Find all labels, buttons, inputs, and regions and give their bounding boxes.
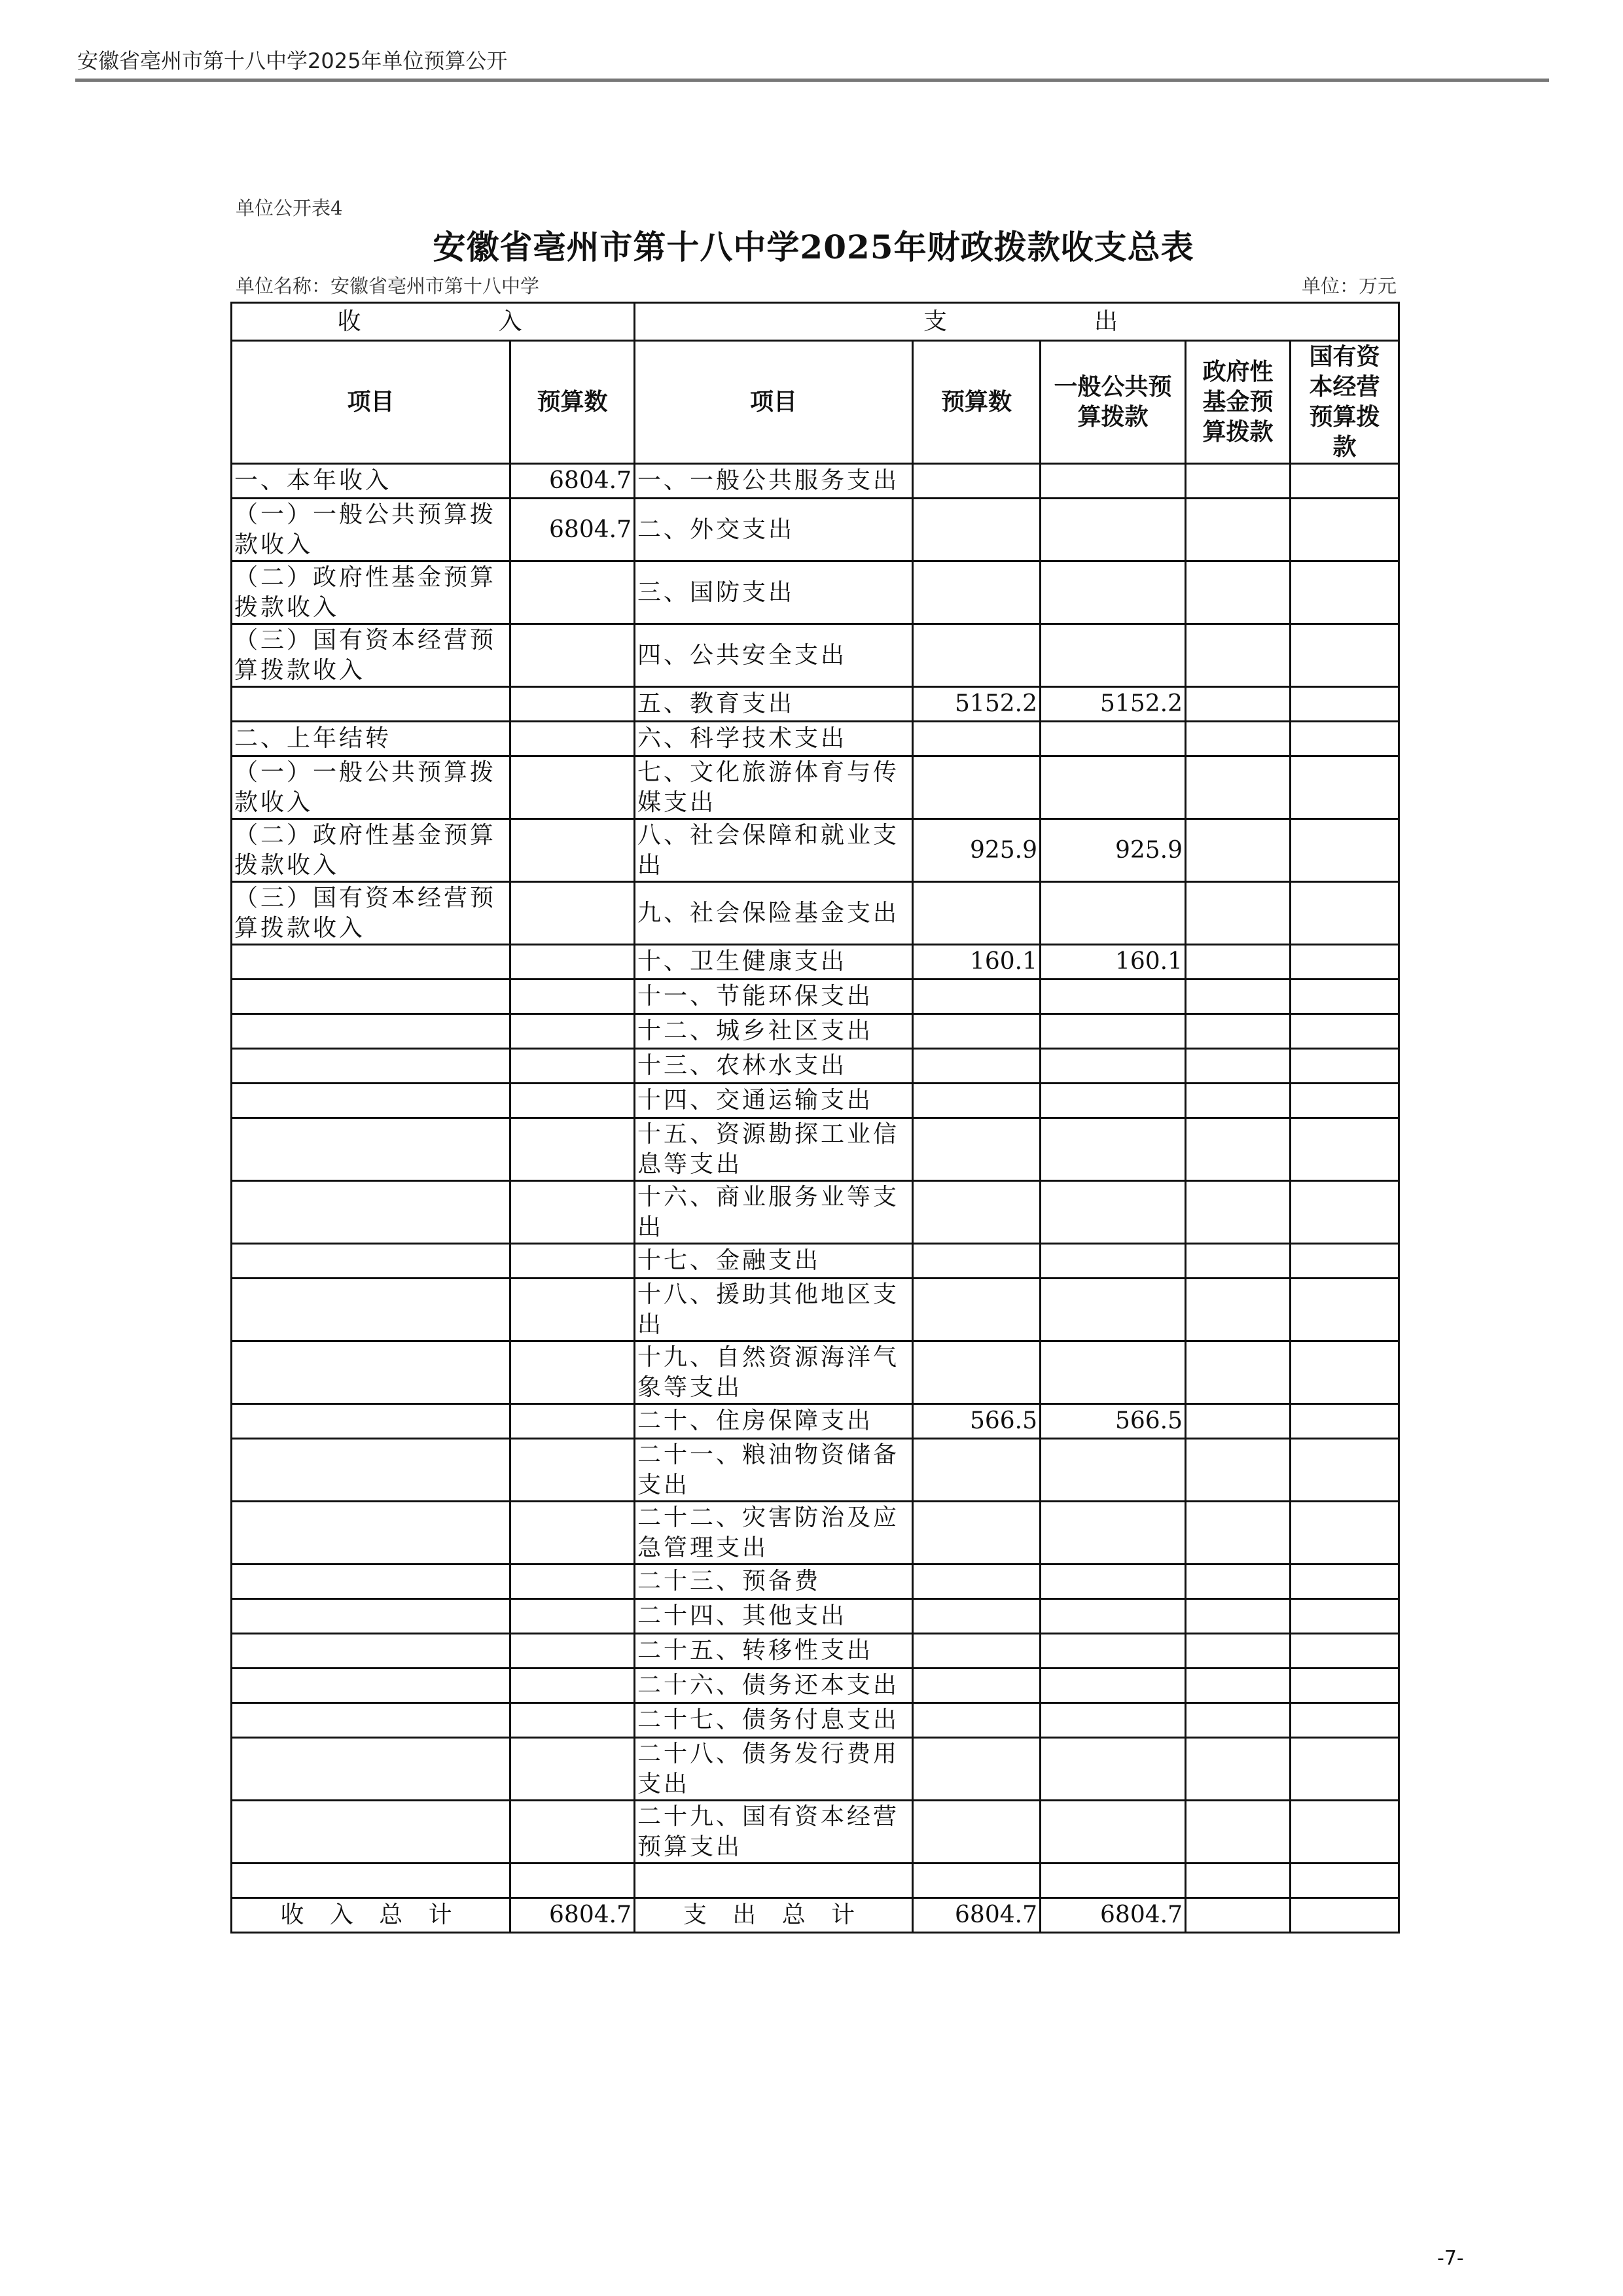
general-budget-cell <box>1041 1049 1186 1084</box>
gov-fund-cell <box>1186 464 1291 499</box>
state-capital-cell <box>1291 882 1399 945</box>
income-item-cell: 一、本年收入 <box>232 464 510 499</box>
income-amount-cell <box>510 1599 635 1634</box>
income-item-cell <box>232 1341 510 1404</box>
expense-item-cell: 一、一般公共服务支出 <box>635 464 913 499</box>
expense-budget-cell <box>913 1669 1041 1703</box>
table-row <box>232 464 1399 499</box>
income-item-cell <box>232 1244 510 1279</box>
income-amount-cell <box>510 945 635 980</box>
col-state-capital: 国有资本经营预算拨款 <box>1291 341 1399 464</box>
table-row <box>232 499 1399 561</box>
col-expense-budget: 预算数 <box>913 341 1041 464</box>
section-header-row <box>232 303 1399 341</box>
income-item-cell <box>232 1738 510 1801</box>
general-budget-cell <box>1041 1439 1186 1502</box>
table-row <box>232 561 1399 624</box>
expense-item-cell: 二十四、其他支出 <box>635 1599 913 1634</box>
page-title: 安徽省亳州市第十八中学2025年财政拨款收支总表 <box>433 228 1194 266</box>
income-amount-cell <box>510 1181 635 1244</box>
income-item-cell <box>232 1599 510 1634</box>
income-amount-cell <box>510 1404 635 1439</box>
general-budget-cell: 925.9 <box>1041 819 1186 882</box>
income-section-char-2: 入 <box>498 308 529 335</box>
table-row <box>232 1703 1399 1738</box>
general-budget-cell <box>1041 561 1186 624</box>
gov-fund-cell <box>1186 561 1291 624</box>
running-header: 安徽省亳州市第十八中学2025年单位预算公开 <box>77 48 508 73</box>
income-amount-cell <box>510 1564 635 1599</box>
col-income-budget: 预算数 <box>510 341 635 464</box>
state-capital-cell <box>1291 1502 1399 1564</box>
general-budget-cell <box>1041 1014 1186 1049</box>
state-capital-cell <box>1291 1738 1399 1801</box>
table-row <box>232 1738 1399 1801</box>
gov-fund-cell <box>1186 945 1291 980</box>
expense-budget-cell <box>913 722 1041 756</box>
expense-item-cell: 二十三、预备费 <box>635 1564 913 1599</box>
table-row <box>232 1564 1399 1599</box>
expense-budget-cell <box>913 1703 1041 1738</box>
income-amount-cell <box>510 1084 635 1118</box>
general-budget-cell <box>1041 624 1186 687</box>
income-amount-cell <box>510 1049 635 1084</box>
expense-budget-cell <box>913 624 1041 687</box>
expense-item-cell <box>635 1863 913 1898</box>
expense-budget-cell <box>913 561 1041 624</box>
income-item-cell <box>232 1863 510 1898</box>
expense-budget-cell <box>913 1118 1041 1181</box>
gov-fund-cell <box>1186 1439 1291 1502</box>
expense-item-cell: 二十九、国有资本经营预算支出 <box>635 1801 913 1863</box>
table-row <box>232 1118 1399 1181</box>
general-budget-cell: 160.1 <box>1041 945 1186 980</box>
income-amount-cell <box>510 1118 635 1181</box>
gov-fund-cell <box>1186 1634 1291 1669</box>
income-item-cell: （二）政府性基金预算拨款收入 <box>232 561 510 624</box>
state-capital-cell <box>1291 1669 1399 1703</box>
expense-budget-cell <box>913 1279 1041 1341</box>
income-item-cell <box>232 980 510 1014</box>
col-income-item: 项目 <box>232 341 510 464</box>
expense-item-cell: 二十、住房保障支出 <box>635 1404 913 1439</box>
expense-budget-cell <box>913 1502 1041 1564</box>
expense-budget-cell <box>913 1801 1041 1863</box>
income-amount-cell <box>510 1801 635 1863</box>
expense-item-cell: 十三、农林水支出 <box>635 1049 913 1084</box>
expense-item-cell: 十九、自然资源海洋气象等支出 <box>635 1341 913 1404</box>
expense-budget-cell: 925.9 <box>913 819 1041 882</box>
expense-item-cell: 二十一、粮油物资储备支出 <box>635 1439 913 1502</box>
table-row <box>232 1863 1399 1898</box>
income-amount-cell <box>510 687 635 722</box>
unit-name: 单位名称：安徽省亳州市第十八中学 <box>236 275 540 297</box>
expense-item-cell: 十七、金融支出 <box>635 1244 913 1279</box>
state-capital-cell <box>1291 1118 1399 1181</box>
income-amount-cell <box>510 722 635 756</box>
state-capital-cell <box>1291 1599 1399 1634</box>
gov-fund-cell <box>1186 1738 1291 1801</box>
general-budget-cell <box>1041 1279 1186 1341</box>
expense-budget-cell <box>913 1439 1041 1502</box>
general-budget-cell <box>1041 756 1186 819</box>
income-amount-cell <box>510 1703 635 1738</box>
state-capital-cell <box>1291 945 1399 980</box>
fiscal-appropriation-table <box>230 302 1400 1934</box>
income-item-cell <box>232 1669 510 1703</box>
income-item-cell <box>232 1404 510 1439</box>
expense-item-cell: 二十六、债务还本支出 <box>635 1669 913 1703</box>
table-row <box>232 1244 1399 1279</box>
expense-item-cell: 二十五、转移性支出 <box>635 1634 913 1669</box>
gov-fund-cell <box>1186 1564 1291 1599</box>
expense-budget-cell <box>913 1049 1041 1084</box>
col-expense-item: 项目 <box>635 341 913 464</box>
income-amount-cell <box>510 1279 635 1341</box>
general-total: 6804.7 <box>1041 1898 1186 1933</box>
general-budget-cell <box>1041 1341 1186 1404</box>
state-capital-total <box>1291 1898 1399 1933</box>
state-capital-cell <box>1291 1244 1399 1279</box>
expense-item-cell: 十八、援助其他地区支出 <box>635 1279 913 1341</box>
income-item-cell <box>232 1502 510 1564</box>
general-budget-cell: 566.5 <box>1041 1404 1186 1439</box>
expense-budget-cell <box>913 1863 1041 1898</box>
table-row <box>232 1599 1399 1634</box>
state-capital-cell <box>1291 1279 1399 1341</box>
expense-budget-cell <box>913 464 1041 499</box>
state-capital-cell <box>1291 561 1399 624</box>
expense-budget-cell <box>913 980 1041 1014</box>
table-row <box>232 1439 1399 1502</box>
state-capital-cell <box>1291 756 1399 819</box>
expense-item-cell: 七、文化旅游体育与传媒支出 <box>635 756 913 819</box>
gov-fund-cell <box>1186 499 1291 561</box>
income-section-char-1: 收 <box>337 308 368 335</box>
state-capital-cell <box>1291 722 1399 756</box>
expense-item-cell: 九、社会保险基金支出 <box>635 882 913 945</box>
state-capital-cell <box>1291 687 1399 722</box>
income-amount-cell <box>510 980 635 1014</box>
income-item-cell <box>232 1279 510 1341</box>
expense-total-label: 支 出 总 计 <box>635 1898 913 1933</box>
expense-section-char-1: 支 <box>923 308 954 335</box>
general-budget-cell <box>1041 1181 1186 1244</box>
state-capital-cell <box>1291 499 1399 561</box>
state-capital-cell <box>1291 1634 1399 1669</box>
gov-fund-cell <box>1186 882 1291 945</box>
state-capital-cell <box>1291 1014 1399 1049</box>
income-item-cell: （一）一般公共预算拨款收入 <box>232 756 510 819</box>
expense-budget-cell <box>913 1634 1041 1669</box>
state-capital-cell <box>1291 819 1399 882</box>
col-general-budget: 一般公共预算拨款 <box>1041 341 1186 464</box>
income-item-cell <box>232 1118 510 1181</box>
income-amount-cell <box>510 561 635 624</box>
state-capital-cell <box>1291 1049 1399 1084</box>
expense-budget-cell: 160.1 <box>913 945 1041 980</box>
page-number: -7- <box>1437 2247 1464 2270</box>
gov-fund-cell <box>1186 624 1291 687</box>
table-row <box>232 1279 1399 1341</box>
income-amount-cell <box>510 1669 635 1703</box>
general-budget-cell <box>1041 1084 1186 1118</box>
expense-item-cell: 六、科学技术支出 <box>635 722 913 756</box>
income-item-cell <box>232 1049 510 1084</box>
income-total-label: 收 入 总 计 <box>232 1898 510 1933</box>
income-amount-cell: 6804.7 <box>510 464 635 499</box>
gov-fund-cell <box>1186 756 1291 819</box>
general-budget-cell <box>1041 1502 1186 1564</box>
state-capital-cell <box>1291 1404 1399 1439</box>
table-row <box>232 722 1399 756</box>
general-budget-cell <box>1041 1564 1186 1599</box>
expense-item-cell: 二十八、债务发行费用支出 <box>635 1738 913 1801</box>
state-capital-cell <box>1291 980 1399 1014</box>
income-item-cell: （二）政府性基金预算拨款收入 <box>232 819 510 882</box>
expense-budget-cell <box>913 1564 1041 1599</box>
income-amount-cell <box>510 1014 635 1049</box>
income-item-cell <box>232 1181 510 1244</box>
state-capital-cell <box>1291 1084 1399 1118</box>
expense-budget-cell <box>913 1244 1041 1279</box>
col-gov-fund: 政府性基金预算拨款 <box>1186 341 1291 464</box>
income-amount-cell <box>510 882 635 945</box>
table-row <box>232 1014 1399 1049</box>
income-item-cell <box>232 1703 510 1738</box>
state-capital-cell <box>1291 1181 1399 1244</box>
gov-fund-cell <box>1186 687 1291 722</box>
general-budget-cell <box>1041 1738 1186 1801</box>
income-amount-cell <box>510 1341 635 1404</box>
gov-fund-cell <box>1186 1118 1291 1181</box>
income-item-cell <box>232 1014 510 1049</box>
gov-fund-cell <box>1186 1244 1291 1279</box>
expense-total-budget: 6804.7 <box>913 1898 1041 1933</box>
income-amount-cell <box>510 756 635 819</box>
expense-budget-cell <box>913 882 1041 945</box>
state-capital-cell <box>1291 1801 1399 1863</box>
general-budget-cell <box>1041 980 1186 1014</box>
gov-fund-cell <box>1186 819 1291 882</box>
expense-budget-cell <box>913 1084 1041 1118</box>
income-item-cell: （三）国有资本经营预算拨款收入 <box>232 882 510 945</box>
gov-fund-cell <box>1186 1084 1291 1118</box>
income-item-cell <box>232 1634 510 1669</box>
income-item-cell <box>232 1439 510 1502</box>
gov-fund-cell <box>1186 1801 1291 1863</box>
table-row <box>232 1341 1399 1404</box>
table-row <box>232 1084 1399 1118</box>
expense-section-header <box>635 303 1399 341</box>
expense-item-cell: 三、国防支出 <box>635 561 913 624</box>
state-capital-cell <box>1291 624 1399 687</box>
income-amount-cell <box>510 1863 635 1898</box>
expense-section-char-2: 出 <box>1094 308 1125 335</box>
expense-budget-cell <box>913 1181 1041 1244</box>
expense-budget-cell: 5152.2 <box>913 687 1041 722</box>
state-capital-cell <box>1291 1439 1399 1502</box>
table-row <box>232 1669 1399 1703</box>
gov-fund-cell <box>1186 1502 1291 1564</box>
expense-item-cell: 十四、交通运输支出 <box>635 1084 913 1118</box>
income-item-cell: （三）国有资本经营预算拨款收入 <box>232 624 510 687</box>
expense-item-cell: 四、公共安全支出 <box>635 624 913 687</box>
table-row <box>232 1049 1399 1084</box>
income-amount-cell <box>510 1634 635 1669</box>
gov-fund-cell <box>1186 1404 1291 1439</box>
state-capital-cell <box>1291 1341 1399 1404</box>
expense-item-cell: 十二、城乡社区支出 <box>635 1014 913 1049</box>
expense-item-cell: 十六、商业服务业等支出 <box>635 1181 913 1244</box>
gov-fund-cell <box>1186 1014 1291 1049</box>
gov-fund-total <box>1186 1898 1291 1933</box>
general-budget-cell <box>1041 1634 1186 1669</box>
income-amount-cell <box>510 1502 635 1564</box>
expense-item-cell: 十五、资源勘探工业信息等支出 <box>635 1118 913 1181</box>
income-item-cell <box>232 1564 510 1599</box>
gov-fund-cell <box>1186 1863 1291 1898</box>
state-capital-cell <box>1291 1863 1399 1898</box>
table-row <box>232 819 1399 882</box>
table-row <box>232 1634 1399 1669</box>
state-capital-cell <box>1291 464 1399 499</box>
expense-item-cell: 二、外交支出 <box>635 499 913 561</box>
table-row <box>232 1404 1399 1439</box>
gov-fund-cell <box>1186 1279 1291 1341</box>
gov-fund-cell <box>1186 980 1291 1014</box>
expense-item-cell: 二十七、债务付息支出 <box>635 1703 913 1738</box>
expense-budget-cell <box>913 1014 1041 1049</box>
income-amount-cell <box>510 1439 635 1502</box>
gov-fund-cell <box>1186 1703 1291 1738</box>
expense-budget-cell <box>913 1341 1041 1404</box>
header-divider <box>75 79 1549 82</box>
expense-item-cell: 二十二、灾害防治及应急管理支出 <box>635 1502 913 1564</box>
income-item-cell <box>232 945 510 980</box>
table-row <box>232 882 1399 945</box>
general-budget-cell <box>1041 1703 1186 1738</box>
gov-fund-cell <box>1186 1599 1291 1634</box>
expense-budget-cell <box>913 499 1041 561</box>
general-budget-cell <box>1041 1669 1186 1703</box>
general-budget-cell <box>1041 1801 1186 1863</box>
column-header-row <box>232 341 1399 464</box>
income-amount-cell: 6804.7 <box>510 499 635 561</box>
income-item-cell <box>232 1084 510 1118</box>
table-row <box>232 1502 1399 1564</box>
unit-label: 单位：万元 <box>1301 275 1397 297</box>
gov-fund-cell <box>1186 722 1291 756</box>
general-budget-cell <box>1041 464 1186 499</box>
state-capital-cell <box>1291 1564 1399 1599</box>
income-item-cell: 二、上年结转 <box>232 722 510 756</box>
state-capital-cell <box>1291 1703 1399 1738</box>
expense-item-cell: 十、卫生健康支出 <box>635 945 913 980</box>
expense-budget-cell <box>913 1738 1041 1801</box>
general-budget-cell: 5152.2 <box>1041 687 1186 722</box>
table-row <box>232 756 1399 819</box>
table-row <box>232 624 1399 687</box>
income-amount-cell <box>510 624 635 687</box>
table-row <box>232 980 1399 1014</box>
income-section-header <box>232 303 635 341</box>
income-amount-cell <box>510 819 635 882</box>
income-item-cell <box>232 1801 510 1863</box>
income-total-amount: 6804.7 <box>510 1898 635 1933</box>
general-budget-cell <box>1041 1863 1186 1898</box>
general-budget-cell <box>1041 722 1186 756</box>
general-budget-cell <box>1041 882 1186 945</box>
gov-fund-cell <box>1186 1049 1291 1084</box>
general-budget-cell <box>1041 1599 1186 1634</box>
income-amount-cell <box>510 1244 635 1279</box>
gov-fund-cell <box>1186 1341 1291 1404</box>
income-item-cell <box>232 687 510 722</box>
totals-row <box>232 1898 1399 1933</box>
gov-fund-cell <box>1186 1669 1291 1703</box>
table-row <box>232 945 1399 980</box>
table-row <box>232 1181 1399 1244</box>
income-amount-cell <box>510 1738 635 1801</box>
expense-budget-cell: 566.5 <box>913 1404 1041 1439</box>
expense-budget-cell <box>913 1599 1041 1634</box>
expense-item-cell: 十一、节能环保支出 <box>635 980 913 1014</box>
general-budget-cell <box>1041 499 1186 561</box>
general-budget-cell <box>1041 1118 1186 1181</box>
table-row <box>232 687 1399 722</box>
gov-fund-cell <box>1186 1181 1291 1244</box>
table-row <box>232 1801 1399 1863</box>
form-number: 单位公开表4 <box>236 197 343 219</box>
expense-item-cell: 五、教育支出 <box>635 687 913 722</box>
income-item-cell: （一）一般公共预算拨款收入 <box>232 499 510 561</box>
general-budget-cell <box>1041 1244 1186 1279</box>
expense-budget-cell <box>913 756 1041 819</box>
expense-item-cell: 八、社会保障和就业支出 <box>635 819 913 882</box>
